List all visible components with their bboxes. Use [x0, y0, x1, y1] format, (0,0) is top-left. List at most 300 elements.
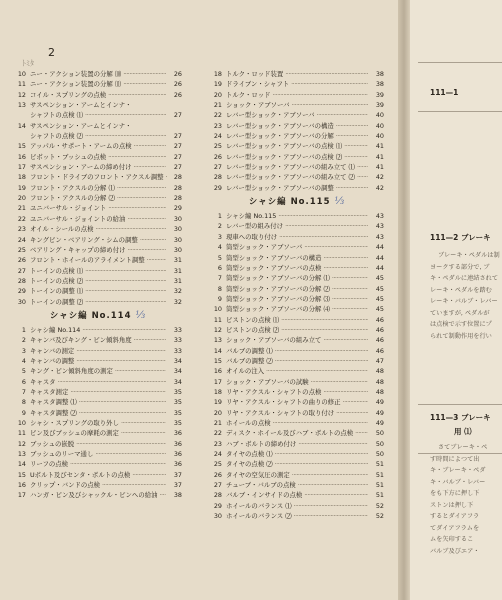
entry-title: ピストンの点検 ⑵: [226, 325, 280, 334]
entry-title: フロント・アクスルの分解 ⑴: [30, 183, 115, 192]
entry-page: 44: [375, 243, 384, 252]
toc-entry: [14, 439, 182, 449]
entry-number: 19: [17, 183, 26, 192]
entry-number: 13: [17, 450, 26, 459]
leader-dots: [298, 439, 368, 449]
entry-title: トーインの調整 ⑵: [30, 297, 84, 306]
entry-page: 28: [173, 194, 182, 203]
toc-entry: [14, 235, 182, 245]
toc-entry: [14, 69, 182, 79]
right-text-line: キ・ブレーキ・ペダ: [430, 467, 486, 474]
entry-title: ショック・アブソーバの組み立て: [226, 336, 322, 345]
leader-dots: [344, 141, 368, 151]
entry-page: 47: [375, 356, 384, 365]
entry-title: 筒型ショック・アブソーバの分解 ⑴: [226, 274, 330, 283]
leader-dots: [332, 273, 368, 283]
entry-number: 1: [21, 325, 26, 334]
leader-dots: [121, 418, 166, 428]
entry-number: 26: [17, 256, 26, 265]
toc-entry: [210, 346, 384, 356]
leader-dots: [132, 470, 166, 480]
entry-number: 27: [213, 481, 222, 490]
toc-entry: [14, 356, 182, 366]
entry-number: 8: [217, 284, 222, 293]
entry-number: 28: [213, 491, 222, 500]
toc-entry: [210, 490, 384, 500]
toc-entry: [14, 121, 182, 131]
entry-page: 36: [173, 429, 182, 438]
toc-entry: [14, 110, 182, 120]
toc-entry: [14, 459, 182, 469]
entry-page: 50: [375, 439, 384, 448]
toc-entry: [210, 470, 384, 480]
entry-number: 13: [213, 336, 222, 345]
toc-entry: [210, 459, 384, 469]
page-number: 2: [48, 46, 55, 59]
entry-title: サスペンション・アームの締め付け: [30, 163, 132, 172]
entry-number: 6: [21, 377, 26, 386]
entry-number: 11: [17, 80, 26, 89]
entry-page: 32: [173, 297, 182, 306]
entry-number: 25: [213, 460, 222, 469]
toc-entry: [210, 211, 384, 221]
entry-number: 9: [217, 294, 222, 303]
entry-number: 10: [213, 305, 222, 314]
entry-title: コイル・スプリングの点検: [30, 90, 107, 99]
leader-dots: [357, 162, 368, 172]
entry-number: 6: [217, 263, 222, 272]
toc-entry: [210, 131, 384, 141]
entry-title: 筒型ショック・アブソーバの構造: [226, 253, 322, 262]
leader-dots: [117, 193, 166, 203]
entry-number: 16: [17, 481, 26, 490]
entry-page: 27: [173, 152, 182, 161]
entry-page: 37: [173, 470, 182, 479]
entry-page: 34: [173, 367, 182, 376]
entry-page: 50: [375, 450, 384, 459]
entry-number: 16: [213, 367, 222, 376]
entry-page: 34: [173, 377, 182, 386]
entry-title: バルブの調整 ⑵: [226, 356, 273, 365]
toc-entry: [14, 366, 182, 376]
entry-number: 8: [21, 398, 26, 407]
entry-page: 30: [173, 235, 182, 244]
entry-title: ドライブン・シャフト: [226, 80, 290, 89]
leader-dots: [323, 263, 368, 273]
entry-title: フロント・アクスルの分解 ⑵: [30, 194, 115, 203]
handwritten-mark: ⅓: [135, 309, 147, 321]
entry-number: 15: [17, 470, 26, 479]
entry-number: 24: [213, 132, 222, 141]
toc-entry: [210, 315, 384, 325]
toc-entry: [14, 276, 182, 286]
leader-dots: [291, 100, 368, 110]
entry-number: 2: [21, 336, 26, 345]
entry-number: 12: [17, 90, 26, 99]
entry-title: タイヤの点検 ⑴: [226, 450, 273, 459]
entry-title: 筒型ショック・アブソーバ: [226, 243, 303, 252]
leader-dots: [76, 356, 166, 366]
entry-page: 40: [375, 111, 384, 120]
right-text-line: ムを矢印するこ: [430, 536, 474, 543]
right-text-line: するとダイアフラ: [430, 513, 480, 520]
toc-entry: [210, 325, 384, 335]
toc-entry: [210, 397, 384, 407]
entry-page: 39: [375, 101, 384, 110]
entry-page: 33: [173, 346, 182, 355]
toc-entry: [210, 221, 384, 231]
toc-entry: [14, 183, 182, 193]
entry-page: 30: [173, 225, 182, 234]
entry-number: 16: [17, 152, 26, 161]
entry-title: フロント・ドライブのフロント・アクスル調整: [30, 173, 164, 182]
entry-page: 31: [173, 256, 182, 265]
entry-number: 25: [17, 245, 26, 254]
leader-dots: [336, 121, 368, 131]
entry-number: 29: [17, 287, 26, 296]
toc-entry: [14, 470, 182, 480]
heading-box-1: [418, 62, 502, 112]
leader-dots: [95, 449, 166, 459]
right-heading-3: 111—3 ブレーキ: [430, 413, 491, 422]
entry-page: 45: [375, 294, 384, 303]
toc-entry: [14, 297, 182, 307]
toc-entry: [14, 266, 182, 276]
entry-title: Uボルト及びセンタ・ボルトの点検: [30, 470, 131, 479]
leader-dots: [85, 110, 166, 120]
leader-dots: [279, 232, 368, 242]
toc-entry: [210, 273, 384, 283]
entry-page: 26: [173, 70, 182, 78]
entry-title: キャスタ測定: [30, 387, 69, 396]
entry-number: 3: [217, 232, 222, 241]
entry-number: 4: [217, 243, 222, 252]
leader-dots: [323, 335, 368, 345]
entry-title: ホイールのバランス ⑵: [226, 512, 292, 521]
entry-page: 38: [375, 70, 384, 78]
entry-title: キャンバの測定: [30, 346, 75, 355]
entry-number: 1: [217, 212, 222, 221]
entry-number: 7: [217, 274, 222, 283]
right-text-line: ブレーキ・ペダルは制: [438, 252, 500, 259]
entry-number: 28: [213, 173, 222, 182]
entry-number: 27: [17, 266, 26, 275]
entry-page: 49: [375, 419, 384, 427]
book-gutter: [398, 0, 410, 600]
toc-entry: [14, 387, 182, 397]
entry-number: 14: [17, 121, 26, 130]
entry-page: 36: [173, 450, 182, 459]
entry-page: 29: [173, 204, 182, 213]
toc-entry: [210, 439, 384, 449]
toc-entry: [14, 490, 182, 500]
entry-title: キャンバ及びキング・ピン傾斜角度: [30, 336, 132, 345]
toc-entry: [14, 480, 182, 490]
leader-dots: [76, 346, 166, 356]
entry-number: 25: [213, 142, 222, 151]
entry-title: アッパル・サポート・アームの点検: [30, 142, 132, 151]
entry-page: 26: [173, 90, 182, 99]
entry-page: 30: [173, 214, 182, 223]
toc-entry: [210, 100, 384, 110]
entry-title: レバー型ショック・アブソーバの構造: [226, 121, 334, 130]
toc-entry: [14, 100, 182, 110]
leader-dots: [140, 235, 166, 245]
entry-title: ピボット・ブッシュの点検: [30, 152, 107, 161]
leader-dots: [121, 428, 166, 438]
entry-page: 51: [375, 491, 384, 500]
leader-dots: [336, 408, 368, 418]
entry-title: ベアリング・キャップの締め付け: [30, 245, 126, 254]
entry-title: リヤ・アクスル・シャフトの取り付け: [226, 408, 335, 417]
entry-number: 12: [17, 439, 26, 448]
section-heading-text: シャシ編 No.115: [248, 197, 331, 208]
toc-entry: [210, 480, 384, 490]
leader-dots: [344, 152, 368, 162]
entry-number: 5: [21, 367, 26, 376]
entry-number: 22: [213, 429, 222, 438]
leader-dots: [134, 335, 166, 345]
leader-dots: [134, 162, 166, 172]
leader-dots: [58, 377, 166, 387]
toc-entry: [14, 152, 182, 162]
right-text-line: ストンは押し下: [430, 501, 474, 509]
toc-entry: [14, 172, 182, 182]
entry-title: ユニバーサル・ジョイントの給油: [30, 214, 126, 223]
entry-number: 18: [17, 173, 26, 182]
leader-dots: [127, 214, 166, 224]
toc-entry: [14, 408, 182, 418]
entry-title: ショック・アブソーバ: [226, 101, 290, 110]
entry-page: 42: [375, 173, 384, 182]
toc-entry: [210, 79, 384, 89]
leader-dots: [85, 131, 166, 141]
entry-title: ハブ・ボルトの締め付け: [226, 439, 297, 448]
toc-entry: [210, 263, 384, 273]
leader-dots: [123, 69, 166, 79]
entry-number: 14: [17, 460, 26, 469]
entry-title: キャンバの調整: [30, 356, 75, 365]
pencil-note: ﾄﾐﾀ: [22, 59, 34, 68]
toc-entry: [210, 335, 384, 345]
leader-dots: [70, 459, 166, 469]
entry-number: 20: [213, 90, 222, 99]
entry-page: 33: [173, 325, 182, 334]
entry-page: 37: [173, 481, 182, 490]
section-heading: [210, 193, 384, 211]
entry-title: レバー型ショック・アブソーバの点検 ⑴: [226, 142, 343, 151]
entry-number: 15: [213, 356, 222, 365]
toc-entry: [14, 141, 182, 151]
book-page-right: [410, 0, 502, 600]
entry-title: レバー型ショック・アブソーバの分解: [226, 132, 334, 141]
entry-title: トルク・ロッド装置: [226, 70, 284, 78]
entry-number: 21: [17, 204, 26, 213]
entry-title: バルブの調整 ⑴: [226, 346, 273, 355]
entry-title: ユニバーサル・ジョイント: [30, 204, 107, 213]
entry-number: 26: [213, 152, 222, 161]
toc-entry: [14, 255, 182, 265]
entry-number: 30: [213, 512, 222, 521]
entry-page: 51: [375, 481, 384, 490]
leader-dots: [304, 490, 368, 500]
entry-title: サスペンション・アームとインナ・: [30, 101, 132, 110]
leader-dots: [281, 315, 368, 325]
toc-entry: [14, 79, 182, 89]
entry-title: チューブ・バルブの点検: [226, 481, 296, 490]
handwritten-mark: ⅓: [334, 196, 346, 208]
leader-dots: [85, 286, 166, 296]
entry-page: 36: [173, 460, 182, 469]
entry-page: 27: [173, 132, 182, 141]
entry-page: 44: [375, 263, 384, 272]
entry-title: 筒型ショック・アブソーバの点検: [226, 263, 322, 272]
entry-number: 20: [213, 408, 222, 417]
entry-title: ブッシュのリーマ通し: [30, 450, 94, 459]
toc-entry: [14, 203, 182, 213]
entry-page: 38: [173, 491, 182, 500]
entry-number: 4: [21, 356, 26, 365]
toc-entry: [14, 224, 182, 234]
entry-page: 32: [173, 287, 182, 296]
leader-dots: [285, 69, 368, 79]
entry-page: 26: [173, 80, 182, 89]
toc-entry: [210, 377, 384, 387]
entry-title: 筒型ショック・アブソーバの分解 ⑵: [226, 284, 330, 293]
entry-page: 52: [375, 501, 384, 510]
entry-page: 43: [375, 232, 384, 241]
toc-entry: [210, 284, 384, 294]
entry-page: 46: [375, 346, 384, 355]
toc-entry: [210, 172, 384, 182]
entry-number: 19: [213, 80, 222, 89]
entry-number: 17: [17, 163, 26, 172]
leader-dots: [332, 304, 368, 314]
leader-dots: [117, 183, 166, 193]
toc-entry: [210, 183, 384, 193]
entry-page: 49: [375, 398, 384, 407]
entry-title: フロント・ホイールのアライメント調整: [30, 256, 145, 265]
entry-title: 筒型ショック・アブソーバの分解 ⑶: [226, 294, 330, 303]
toc-entry: [210, 232, 384, 242]
entry-title: ハンガ・ピン及びシャックル・ピンへの給油: [30, 491, 158, 500]
leader-dots: [85, 297, 166, 307]
entry-title: キャスタ: [30, 377, 56, 386]
leader-dots: [134, 141, 166, 151]
right-heading-2: 111—2 ブレーキ: [430, 233, 491, 242]
entry-page: 39: [375, 90, 384, 99]
leader-dots: [294, 501, 368, 511]
entry-page: 41: [375, 163, 384, 172]
entry-title: キング・ピン傾斜角度の測定: [30, 367, 113, 376]
entry-title: 筒型ショック・アブソーバの分解 ⑷: [226, 305, 330, 314]
entry-number: 29: [213, 183, 222, 192]
toc-column-right: [210, 69, 384, 521]
entry-number: 22: [213, 111, 222, 120]
entry-number: 23: [213, 439, 222, 448]
entry-title: シャフトの点検 ⑴: [30, 111, 84, 120]
entry-page: 43: [375, 222, 384, 231]
leader-dots: [291, 79, 368, 89]
toc-entry: [14, 245, 182, 255]
toc-entry: [14, 90, 182, 100]
toc-entry: [210, 356, 384, 366]
entry-page: 52: [375, 512, 384, 521]
toc-entry: [14, 193, 182, 203]
toc-entry: [210, 110, 384, 120]
entry-title: ショック・アブソーバの試験: [226, 377, 309, 386]
toc-entry: [210, 366, 384, 376]
toc-entry: [14, 377, 182, 387]
leader-dots: [294, 511, 368, 521]
leader-dots: [357, 172, 368, 182]
entry-number: 28: [17, 276, 26, 285]
entry-title: シャシ編 No.114: [30, 325, 81, 334]
toc-entry: [14, 325, 182, 335]
leader-dots: [343, 397, 368, 407]
leader-dots: [275, 346, 368, 356]
toc-entry: [210, 90, 384, 100]
entry-title: ディスク・ホイール及びハブ・ボルトの点検: [226, 429, 354, 438]
entry-title: レバー型ショック・アブソーバの組み立て ⑴: [226, 163, 355, 172]
toc-column-left: [14, 69, 182, 501]
entry-page: 48: [375, 367, 384, 376]
toc-entry: [14, 346, 182, 356]
right-text-line: キ・ペダルに連結されて: [430, 275, 499, 282]
entry-number: 18: [213, 70, 222, 78]
entry-title: キングピン・ベアリング・シムの調整: [30, 235, 138, 244]
entry-number: 17: [213, 377, 222, 386]
right-text-line: ていますが, ペダルが: [430, 309, 490, 317]
toc-entry: [14, 131, 182, 141]
entry-number: 14: [213, 346, 222, 355]
entry-page: 27: [173, 163, 182, 172]
leader-dots: [82, 325, 166, 335]
entry-page: 31: [173, 276, 182, 285]
toc-entry: [210, 387, 384, 397]
entry-title: シャシ・スプリングの取り外し: [30, 419, 119, 427]
entry-page: 48: [375, 377, 384, 386]
entry-number: 30: [17, 297, 26, 306]
right-heading-3b: 用 ⑴: [454, 427, 472, 436]
entry-page: 35: [173, 419, 182, 427]
entry-title: ホイールの点検: [226, 419, 271, 427]
entry-number: 24: [17, 235, 26, 244]
leader-dots: [278, 211, 368, 221]
entry-page: 31: [173, 266, 182, 275]
entry-number: 23: [17, 225, 26, 234]
entry-number: 23: [213, 121, 222, 130]
entry-title: ピン及びブッシュの摩耗の測定: [30, 429, 119, 438]
entry-number: 10: [17, 70, 26, 78]
toc-entry: [210, 162, 384, 172]
leader-dots: [127, 245, 166, 255]
entry-number: 13: [17, 101, 26, 110]
toc-entry: [210, 449, 384, 459]
entry-number: 12: [213, 325, 222, 334]
entry-page: 45: [375, 284, 384, 293]
entry-page: 45: [375, 305, 384, 314]
right-text-line: さてブレーキ・ペ: [438, 444, 488, 451]
right-text-line: キ・バルブ・レバー: [430, 478, 486, 486]
entry-number: 20: [17, 194, 26, 203]
right-text-line: られて制動作用を行い: [430, 332, 492, 340]
entry-page: 30: [173, 245, 182, 254]
right-text-line: レーキ・バルブ・レバー: [430, 298, 498, 305]
entry-page: 46: [375, 315, 384, 324]
toc-entry: [14, 418, 182, 428]
entry-number: 9: [21, 408, 26, 417]
